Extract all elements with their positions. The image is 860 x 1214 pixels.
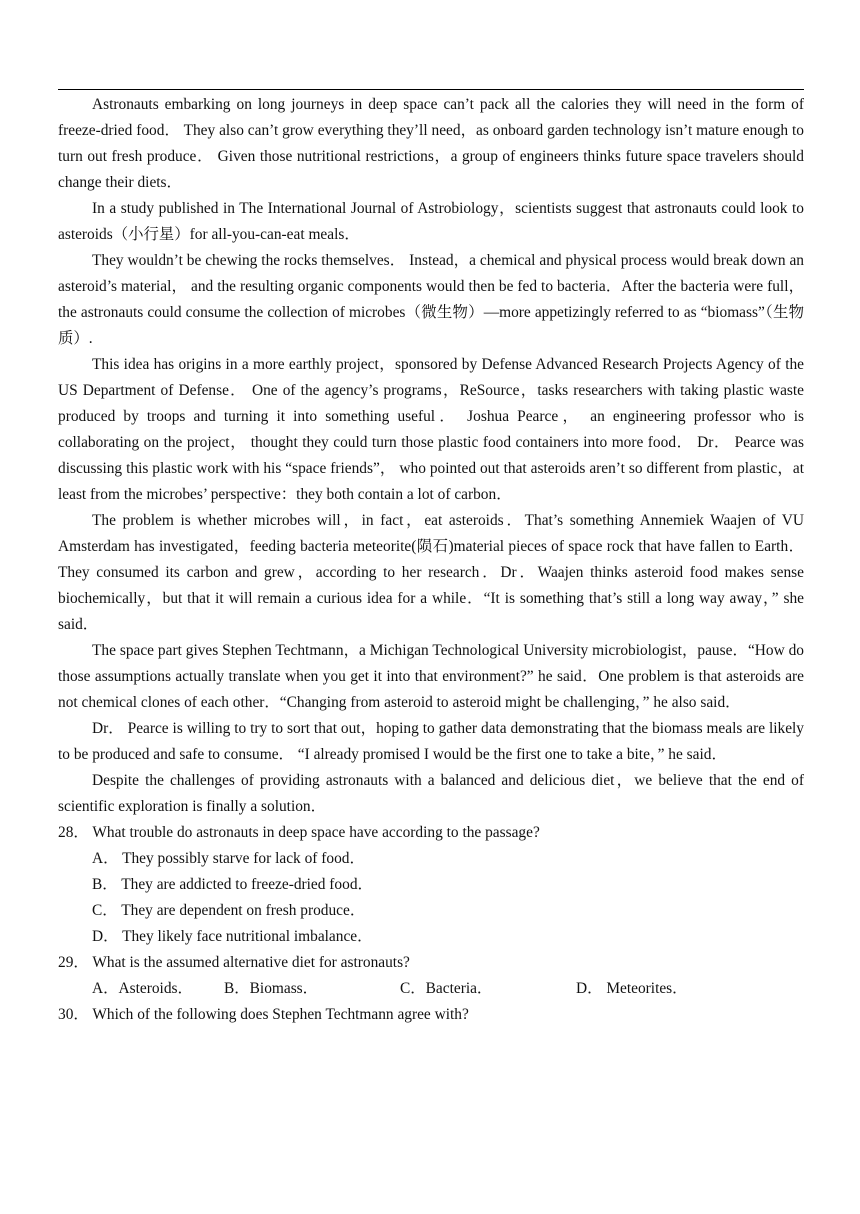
- question-29-option-d: D． Meteorites．: [576, 980, 688, 997]
- question-28-option-d: D． They likely face nutritional imbalance．: [92, 928, 373, 945]
- paragraph-3: They wouldn’t be chewing the rocks themselves． Instead，a chemical and physical process would break down an asteroid’s material， and the resulting organic components would then be fed to bacteria．After the bacteria were full，the astronauts could consume the collection of microbes（微生物）—more appetizingly referred to as “biomass”（生物质）.: [58, 252, 804, 347]
- question-28-option-c: C． They are dependent on fresh produce．: [92, 902, 366, 919]
- document-body: [58, 92, 804, 1028]
- question-29-options: [58, 976, 804, 1002]
- question-28-option-b: B． They are addicted to freeze-dried food．: [92, 876, 373, 893]
- question-28-stem: 28． What trouble do astronauts in deep space have according to the passage?: [58, 824, 540, 841]
- question-29-option-b: B．Biomass．: [224, 980, 319, 997]
- question-28-option-a: A． They possibly starve for lack of food．: [92, 850, 365, 867]
- paragraph-7: Dr． Pearce is willing to try to sort that out，hoping to gather data demonstrating that the biomass meals are likely to be produced and safe to consume． “I already promised I would be the first one to take a bite，” he said．: [58, 720, 804, 763]
- question-30-stem: 30． Which of the following does Stephen Techtmann agree with?: [58, 1006, 469, 1023]
- paragraph-4: This idea has origins in a more earthly project，sponsored by Defense Advanced Research Projects Agency of the US Department of Defense． One of the agency’s programs，ReSource，tasks researchers with taking plastic waste produced by troops and turning it into something useful． Joshua Pearce， an engineering professor who is collaborating on the project， thought they could turn those plastic food containers into more food． Dr． Pearce was discussing this plastic work with his “space friends”， who pointed out that asteroids aren’t so different from plastic，at least from the microbes’ perspective：they both contain a lot of carbon．: [58, 356, 804, 503]
- header-rule: [58, 89, 804, 90]
- question-29-stem: 29． What is the assumed alternative diet for astronauts?: [58, 954, 410, 971]
- question-29-option-a: A．Asteroids．: [92, 980, 193, 997]
- paragraph-5: The problem is whether microbes will，in fact，eat asteroids．That’s something Annemiek Waajen of VU Amsterdam has investigated，feeding bacteria meteorite(陨石)material pieces of space rock that have fallen to Earth．They consumed its carbon and grew，according to her research．Dr．Waajen thinks asteroid food makes sense biochemically，but that it will remain a curious idea for a while．“It is something that’s still a long way away，” she said．: [58, 512, 804, 633]
- paragraph-6: The space part gives Stephen Techtmann，a Michigan Technological University microbiologist，pause．“How do those assumptions actually translate when you get it into that environment?” he said．One problem is that asteroids are not chemical clones of each other．“Changing from asteroid to asteroid might be challenging，” he also said．: [58, 642, 804, 711]
- paragraph-8: Despite the challenges of providing astronauts with a balanced and delicious diet，we believe that the end of scientific exploration is finally a solution．: [58, 772, 804, 815]
- question-29-option-c: C．Bacteria．: [400, 980, 493, 997]
- paragraph-1: Astronauts embarking on long journeys in deep space can’t pack all the calories they will need in the form of freeze-dried food． They also can’t grow everything they’ll need，as onboard garden technology isn’t mature enough to turn out fresh produce． Given those nutritional restrictions，a group of engineers thinks future space travelers should change their diets．: [58, 96, 804, 191]
- paragraph-2: In a study published in The International Journal of Astrobiology，scientists suggest that astronauts could look to asteroids（小行星）for all-you-can-eat meals．: [58, 200, 804, 243]
